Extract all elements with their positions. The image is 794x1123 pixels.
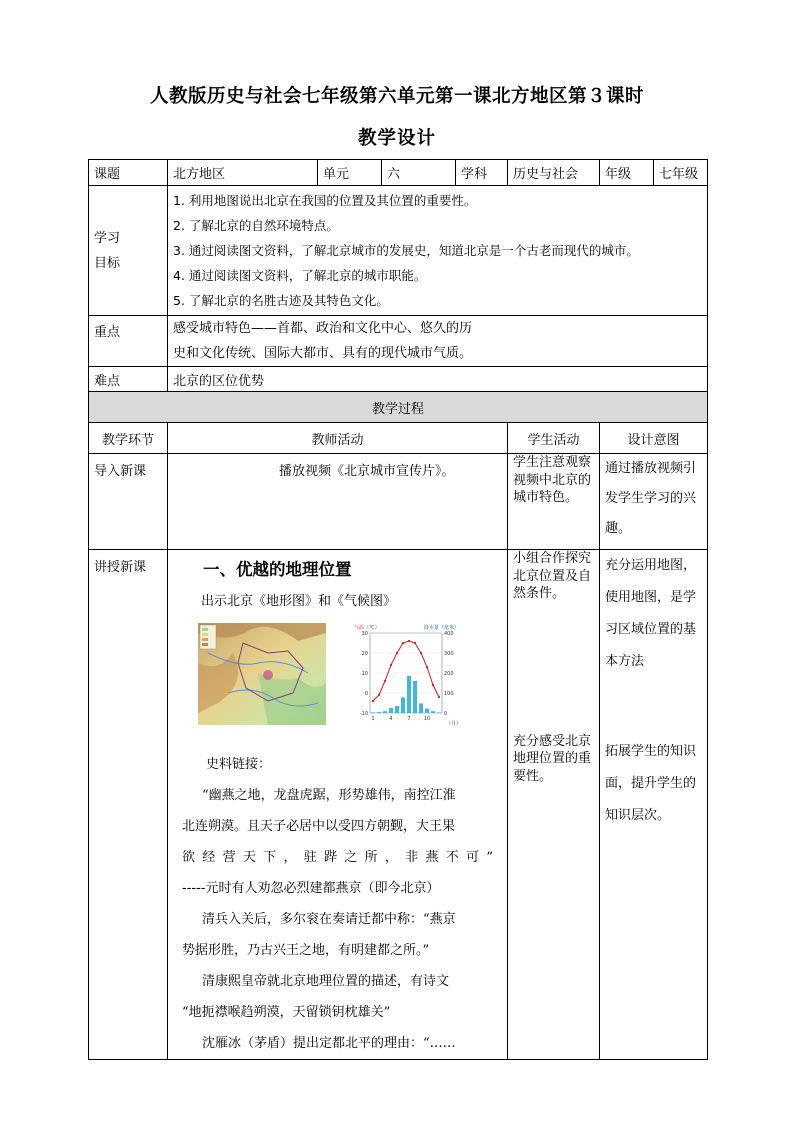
intro-design-line: 发学生学习的兴 [605,491,697,506]
lecture-design-line: 使用地图，是学 [605,590,697,605]
quote4-line1: 沈雁冰（茅盾）提出定都北平的理由：“…… [202,1036,456,1051]
lecture-student-line: 地理位置的重 [513,751,592,766]
temp-point [432,684,434,686]
intro-stage: 导入新课 [89,454,168,550]
goals-list [168,186,708,316]
climate-chart-svg [352,621,468,733]
precip-tick-label: 300 [444,650,454,657]
temp-point [414,642,416,644]
lecture-student-line: 然条件。 [513,586,566,601]
precip-tick-label: 0 [444,710,448,717]
temp-tick-label: 10 [361,670,368,677]
doc-subtitle: 教学设计 [357,128,436,149]
precip-bar [395,706,399,713]
precip-bar [401,697,405,713]
goal-item: 3. 通过阅读图文资料，了解北京城市的发展史，知道北京是一个古老而现代的城市。 [173,243,639,258]
intro-student [508,454,600,550]
col-stage: 教学环节 [89,423,168,454]
quote3-line2: “地扼襟喉趋朔漠，天留锁钥枕雄关” [182,1005,391,1020]
grade-label: 年级 [600,160,654,186]
quote3-line1: 清康熙皇帝就北京地理位置的描述，有诗文 [202,974,450,989]
intro-design [600,454,708,550]
intro-teacher-text: 播放视频《北京城市宣传片》。 [279,464,455,479]
key-point-text [168,316,708,367]
terrain-map-image [198,623,326,725]
lecture-design-line: 拓展学生的知识 [605,744,697,759]
goals-row [89,186,708,316]
intro-design-line: 趣。 [605,521,632,536]
subject-label: 学科 [456,160,508,186]
topic-label: 课题 [89,160,168,186]
temp-point [438,696,440,698]
intro-teacher [168,454,508,550]
precip-bar [419,703,423,713]
process-heading: 教学过程 [89,392,708,423]
show-maps-text: 出示北京《地形图》和《气候图》 [201,594,397,609]
goals-label [89,186,168,316]
temp-tick-label: -10 [359,710,368,717]
lecture-student-line: 充分感受北京 [513,733,592,749]
precip-tick-label: 400 [444,630,454,637]
temp-point [426,666,428,668]
info-row [89,160,708,186]
lecture-teacher [168,550,508,1060]
temp-point [390,664,392,666]
lecture-design-line: 知识层次。 [605,808,671,823]
process-heading-row [89,392,708,423]
precip-bar [425,709,429,713]
quote2-line2: 势据形胜，乃古兴王之地，有明建都之所。” [182,943,430,958]
x-tick-label: 7 [407,716,411,722]
quote1-line1: “幽燕之地，龙盘虎踞，形势雄伟，南控江淮 [202,788,456,803]
subject-value: 历史与社会 [508,160,600,186]
precip-bar [383,711,387,713]
lesson-plan-table [88,159,708,1060]
precip-bar [389,708,393,713]
col-teacher: 教师活动 [168,423,508,454]
precip-bar [437,712,441,713]
x-tick-label: 4 [389,716,393,722]
lecture-design-line: 习区域位置的基 [605,622,697,637]
section-title: 一、优越的地理位置 [203,560,352,579]
temp-tick-label: 20 [361,650,368,657]
key-point-line: 感受城市特色——首都、政治和文化中心、悠久的历 [173,321,473,336]
topic-value: 北方地区 [168,160,318,186]
intro-student-line: 学生注意观察 [513,455,592,470]
lecture-design-line: 本方法 [605,654,645,669]
quote1-line3: 欲经营天下，驻跸之所，非燕不可” [182,850,493,865]
temp-point [420,652,422,654]
quote2-line1: 清兵入关后，多尔衮在奏请迁都中称：“燕京 [202,912,456,927]
temp-point [384,680,386,682]
intro-design-line: 通过播放视频引 [605,461,697,476]
precip-tick-label: 100 [444,690,454,697]
goals-label-text: 学习目标 [94,230,121,271]
lecture-design [600,550,708,1060]
climate-chart [352,621,468,737]
key-point-row [89,316,708,367]
temp-axis-label: 气温（℃） [354,625,380,631]
key-point-label: 重点 [89,316,168,367]
temp-point [402,642,404,644]
lecture-student-line: 小组合作探究 [513,551,592,566]
precip-bar [431,711,435,713]
precip-bar [377,712,381,713]
quote1-source: -----元时有人劝忽必烈建都燕京（即今北京） [182,881,440,896]
key-point-line: 史和文化传统、国际大都市、具有的现代城市气质。 [173,346,473,361]
goal-item: 4. 通过阅读图文资料，了解北京的城市职能。 [173,268,427,283]
lecture-row [89,550,708,1060]
difficulty-text: 北京的区位优势 [168,367,708,392]
precip-bar [413,681,417,713]
temp-tick-label: 30 [361,630,368,637]
goal-item: 1. 利用地图说出北京在我国的位置及其位置的重要性。 [173,193,477,208]
doc-title: 人教版历史与社会七年级第六单元第一课北方地区第３课时 [149,86,644,107]
difficulty-label: 难点 [89,367,168,392]
figures [176,621,497,739]
intro-student-line: 视频中北京的 [513,472,592,488]
quote1-line2: 北连朔漠。且天子必居中以受四方朝觐，大王果 [182,819,456,834]
month-unit-label: （月） [446,721,462,727]
lecture-student [508,550,600,1060]
temp-tick-label: 0 [364,690,368,697]
difficulty-row [89,367,708,392]
precip-axis-label: 降水量（毫米） [424,625,460,631]
temp-point [378,694,380,696]
col-design: 设计意图 [600,423,708,454]
intro-row [89,454,708,550]
lecture-student-line: 要性。 [513,768,553,784]
grade-value: 七年级 [654,160,708,186]
temp-point [396,652,398,654]
material-heading: 史料链接： [206,757,272,772]
intro-student-line: 城市特色。 [513,490,579,505]
goal-item: 5. 了解北京的名胜古迹及其特色文化。 [173,293,389,308]
precip-bar [407,676,411,713]
x-tick-label: 10 [423,716,431,722]
lecture-student-line: 北京位置及自 [513,568,592,584]
col-student: 学生活动 [508,423,600,454]
process-columns-row [89,423,708,454]
x-tick-label: 1 [371,716,375,722]
unit-label: 单元 [318,160,382,186]
terrain-map [198,623,326,725]
lecture-design-line: 面，提升学生的 [605,776,697,791]
temp-point [408,640,410,642]
lecture-design-line: 充分运用地图， [605,558,697,573]
goal-item: 2. 了解北京的自然环境特点。 [173,218,339,233]
unit-value: 六 [382,160,456,186]
precip-bar [371,712,375,713]
precip-tick-label: 200 [444,670,454,677]
temp-point [372,700,374,702]
lecture-stage: 讲授新课 [89,550,168,1060]
